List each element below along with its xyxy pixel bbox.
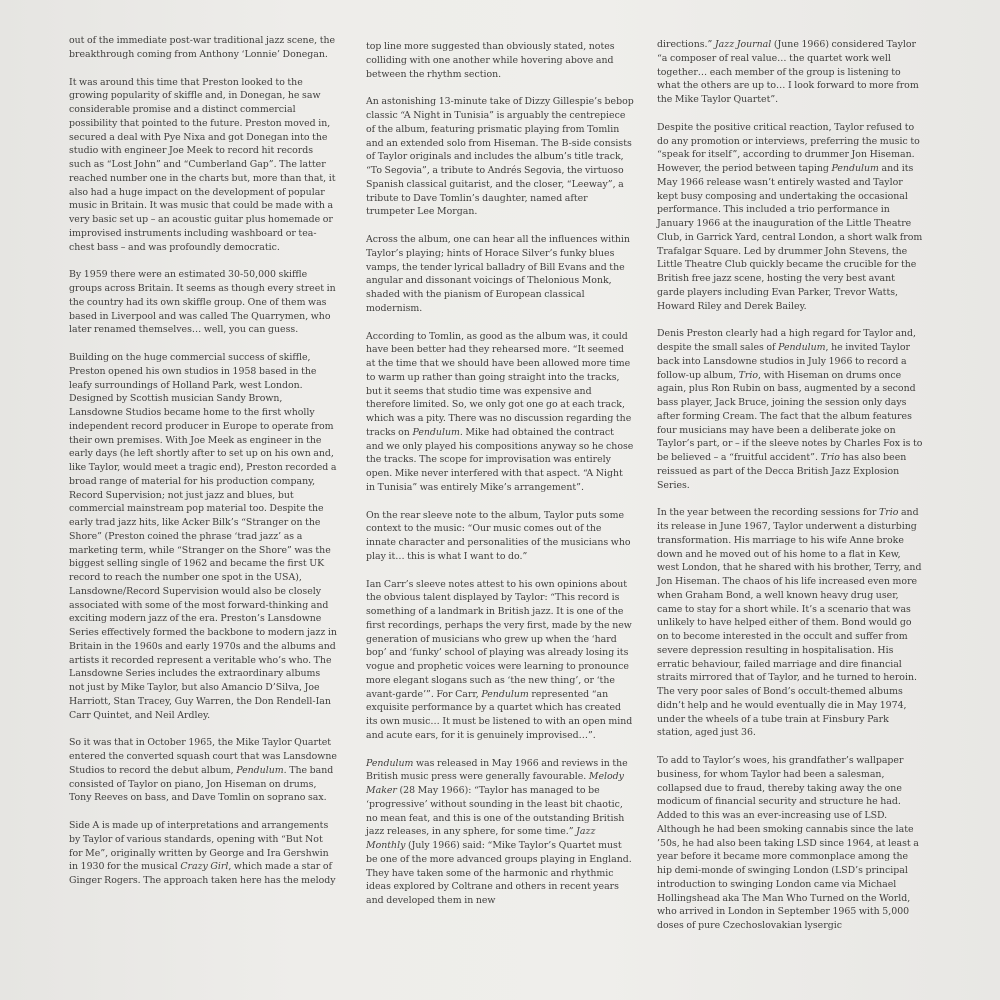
text-run: represented “an exquisite performance by a quartet which has created its own music… It must be listened to with an open mind and acute ears, for it is genuinely improvised…”.	[366, 688, 633, 741]
text-run: . The band consisted of Taylor on piano, Jon Hiseman on drums, Tony Reeves on bass, and Dave Tomlin on soprano sax.	[69, 764, 334, 804]
text-run: directions.”	[657, 39, 715, 50]
text-run: , which made a star of Ginger Rogers. The approach taken here has the melody	[69, 861, 336, 886]
text-run: So it was that in October 1965, the Mike Taylor Quartet entered the converted squash court that was Lansdowne Studios to record the debut album,	[69, 737, 337, 776]
body-paragraph	[657, 327, 925, 492]
text-column-left	[69, 34, 337, 902]
text-run: and its release in June 1967, Taylor underwent a disturbing transformation. His marriage to his wife Anne broke down and he moved out of his home to a flat in Kew, west London, that he shared with his brother, Terry, and Jon Hiseman. The chaos of his life increased even more when Graham Bond, a well known heavy drug user, came to stay for a short while. It’s a scenario that was unlikely to have helped either of them. Bond would go on to become interested in the occult and suffer from severe depression resulting in hospitalisation. His erratic behaviour, failed marriage and dire financial straits mirrored that of Taylor, and he turned to heroin. The very poor sales of Bond’s occult-themed albums didn’t help and he would eventually die in May 1974, under the wheels of a tube train at Finsbury Park station, aged just 36.	[657, 507, 922, 739]
body-paragraph	[366, 330, 634, 495]
text-column-middle	[366, 40, 634, 922]
text-run: and its May 1966 release wasn’t entirely wasted and Taylor kept busy composing and undertaking the occasional performance. This included a trio performance in January 1966 at the inauguration of the Little Theatre Club, in Garrick Yard, central London, a short walk from Trafalgar Square. Led by drummer John Stevens, the Little Theatre Club quickly became the crucible for the British free jazz scene, hosting the very best avant garde players including Evan Parker, Trevor Watts, Howard Riley and Derek Bailey.	[657, 163, 923, 312]
body-paragraph	[657, 754, 925, 933]
italic-title: Melody Maker	[366, 771, 624, 796]
italic-title: Pendulum	[412, 426, 460, 438]
text-run: It was around this time that Preston looked to the growing popularity of skiffle and, in Donegan, he saw considerable promise and a distinct commercial possibility that pointed to the future. Preston moved in, secured a deal with Pye Nixa and got Donegan into the studio with engineer Joe Meek to record hit records such as “Lost John” and “Cumberland Gap”. The latter reached number one in the charts but, more than that, it also had a huge impact on the development of popular music in Britain. It was music that could be made with a very basic set up – an acoustic guitar plus homemade or improvised instruments including washboard or tea-chest bass – and was profoundly democratic.	[69, 76, 336, 253]
italic-title: Jazz Monthly	[366, 826, 596, 851]
text-run: Ian Carr’s sleeve notes attest to his own opinions about the obvious talent displayed by Taylor: “This record is something of a landmark in British jazz. It is one of the first recordings, perhaps the very first, made by the new generation of musicians who grew up when the ‘hard bop’ and ‘funky’ school of playing was already losing its vogue and prophetic voices were learning to pronounce more elegant slogans such as ‘the new thing’, or ‘the avant-garde’”. For Carr,	[366, 578, 632, 700]
body-paragraph	[366, 233, 634, 316]
body-paragraph	[366, 757, 634, 908]
text-run: has also been reissued as part of the Decca British Jazz Explosion Series.	[657, 452, 907, 491]
body-paragraph	[366, 578, 634, 743]
body-paragraph	[69, 268, 337, 337]
text-run: (June 1966) considered Taylor “a composer of real value… the quartet work well together… each member of the group is listening to what the others are up to… I look forward to more from the Mike Taylor Quartet”.	[657, 39, 919, 105]
text-run: out of the immediate post-war traditional jazz scene, the breakthrough coming from Anthony ‘Lonnie’ Donegan.	[69, 35, 336, 60]
italic-title: Jazz Journal	[714, 39, 772, 50]
body-paragraph	[366, 95, 634, 219]
italic-title: Pendulum	[481, 688, 529, 700]
text-run: According to Tomlin, as good as the album was, it could have been better had they rehearsed more. “It seemed at the time that we should have been allowed more time to warm up rather than going straight into the tracks, but it seems that studio time was expensive and therefore limited. So, we only got one go at each track, which was a pity. There was no discussion regarding the tracks on	[366, 330, 632, 438]
italic-title: Trio	[738, 369, 759, 381]
body-paragraph	[69, 736, 337, 805]
text-run: (28 May 1966): “Taylor has managed to be ‘progressive’ without sounding in the least bit chaotic, no mean feat, and this is one of the outstanding British jazz releases, in any sphere, for some time.”	[366, 785, 625, 838]
italic-title: Pendulum	[831, 163, 879, 174]
text-column-right	[657, 38, 925, 947]
text-run: To add to Taylor’s woes, his grandfather’s wallpaper business, for whom Taylor had been a salesman, collapsed due to fraud, thereby taking away the one modicum of financial security and structure he had. Added to this was an ever-increasing use of LSD. Although he had been smoking cannabis since the late ’50s, he had also been taking LSD since 1964, at least a year before it became more commonplace among the hip demi-monde of swinging London (LSD’s principal introduction to swinging London came via Michael Hollingshead aka The Man Who Turned on the World, who arrived in London in September 1965 with 5,000 doses of pure Czechoslovakian lysergic	[657, 755, 919, 931]
italic-title: Pendulum	[778, 342, 826, 353]
text-run: An astonishing 13-minute take of Dizzy Gillespie’s bebop classic “A Night in Tunisia” is arguably the centrepiece of the album, featuring prismatic playing from Tomlin and an extended solo from Hiseman. The B-side consists of Taylor originals and includes the album’s title track, “To Segovia”, a tribute to Andrés Segovia, the virtuoso Spanish classical guitarist, and the closer, “Leeway”, a tribute to Dave Tomlin’s daughter, named after trumpeter Lee Morgan.	[366, 96, 634, 218]
body-paragraph	[69, 76, 337, 255]
text-run: Across the album, one can hear all the influences within Taylor’s playing; hints of Horace Silver’s funky blues vamps, the tender lyrical balladry of Bill Evans and the angular and dissonant voicings of Thelonious Monk, shaded with the pianism of European classical modernism.	[366, 234, 630, 314]
italic-title: Crazy Girl	[180, 861, 229, 873]
italic-title: Pendulum	[366, 757, 414, 769]
italic-title: Pendulum	[236, 764, 284, 776]
text-run: Side A is made up of interpretations and arrangements by Taylor of various standards, opening with “But Not for Me”, originally written by George and Ira Gershwin in 1930 for the musical	[69, 820, 329, 873]
text-run: top line more suggested than obviously stated, notes colliding with one another while hovering above and between the rhythm section.	[366, 41, 615, 80]
body-paragraph	[69, 34, 337, 62]
text-run: Despite the positive critical reaction, Taylor refused to do any promotion or interviews, preferring the music to “speak for itself”, according to drummer Jon Hiseman. However, the period between taping	[657, 121, 920, 174]
body-paragraph	[366, 40, 634, 81]
text-run: By 1959 there were an estimated 30-50,000 skiffle groups across Britain. It seems as though every street in the country had its own skiffle group. One of them was based in Liverpool and was called The Quarrymen, who later renamed themselves… well, you can guess.	[69, 269, 336, 336]
text-run: , he invited Taylor back into Lansdowne studios in July 1966 to record a follow-up album,	[657, 342, 911, 381]
text-run: . Mike had obtained the contract and we only played his compositions anyway so he chose the tracks. The scope for improvisation was entirely open. Mike never interfered with that aspect. “A Night in Tunisia” was entirely Mike’s arrangement”.	[366, 426, 634, 493]
italic-title: Trio	[820, 452, 840, 463]
text-run: , with Hiseman on drums once again, plus Ron Rubin on bass, augmented by a second bass player, Jack Bruce, joining the session only days after forming Cream. The fact that the album features four musicians may have been a deliberate joke on Taylor’s part, or – if the sleeve notes by Charles Fox is to be believed – a “fruitful accident”.	[657, 369, 923, 463]
body-paragraph	[69, 351, 337, 722]
body-paragraph	[69, 819, 337, 888]
body-paragraph	[657, 506, 925, 740]
body-paragraph	[657, 38, 925, 107]
text-run: In the year between the recording sessions for	[657, 507, 879, 519]
text-run: Building on the huge commercial success of skiffle, Preston opened his own studios in 1958 based in the leafy surroundings of Holland Park, west London. Designed by Scottish musician Sandy Brown, Lansdowne Studios became home to the first wholly independent record producer in Europe to operate from their own premises. With Joe Meek as engineer in the early days (he left shortly after to set up on his own and, like Taylor, would meet a tragic end), Preston recorded a broad range of material for his production company, Record Supervision; not just jazz and blues, but commercial mainstream pop material too. Despite the early trad jazz hits, like Acker Bilk’s “Stranger on the Shore” (Preston coined the phrase ‘trad jazz’ as a marketing term, while “Stranger on the Shore” was the biggest selling single of 1962 and became the first UK record to reach the number one spot in the USA), Lansdowne/Record Supervision would also be closely associated with some of the most forward-thinking and exciting modern jazz of the era. Preston’s Lansdowne Series effectively formed the backbone to modern jazz in Britain in the 1960s and early 1970s and the albums and artists it recorded represent a veritable who’s who. The Lansdowne Series includes the extraordinary albums not just by Mike Taylor, but also Amancio D’Silva, Joe Harriott, Stan Tracey, Guy Warren, the Don Rendell-Ian Carr Quintet, and Neil Ardley.	[69, 352, 337, 721]
body-paragraph	[366, 509, 634, 564]
italic-title: Trio	[879, 507, 899, 519]
text-run: On the rear sleeve note to the album, Taylor puts some context to the music: “Our music comes out of the innate character and personalities of the musicians who play it… this is what I want to do.”	[366, 509, 631, 562]
text-run: Denis Preston clearly had a high regard for Taylor and, despite the small sales of	[657, 328, 917, 353]
body-paragraph	[657, 121, 925, 314]
text-run: was released in May 1966 and reviews in the British music press were generally favourable.	[366, 757, 628, 783]
text-run: (July 1966) said: “Mike Taylor’s Quartet must be one of the more advanced groups playing in England. They have taken some of the harmonic and rhythmic ideas explored by Coltrane and others in recent years and developed them in new	[366, 840, 632, 906]
